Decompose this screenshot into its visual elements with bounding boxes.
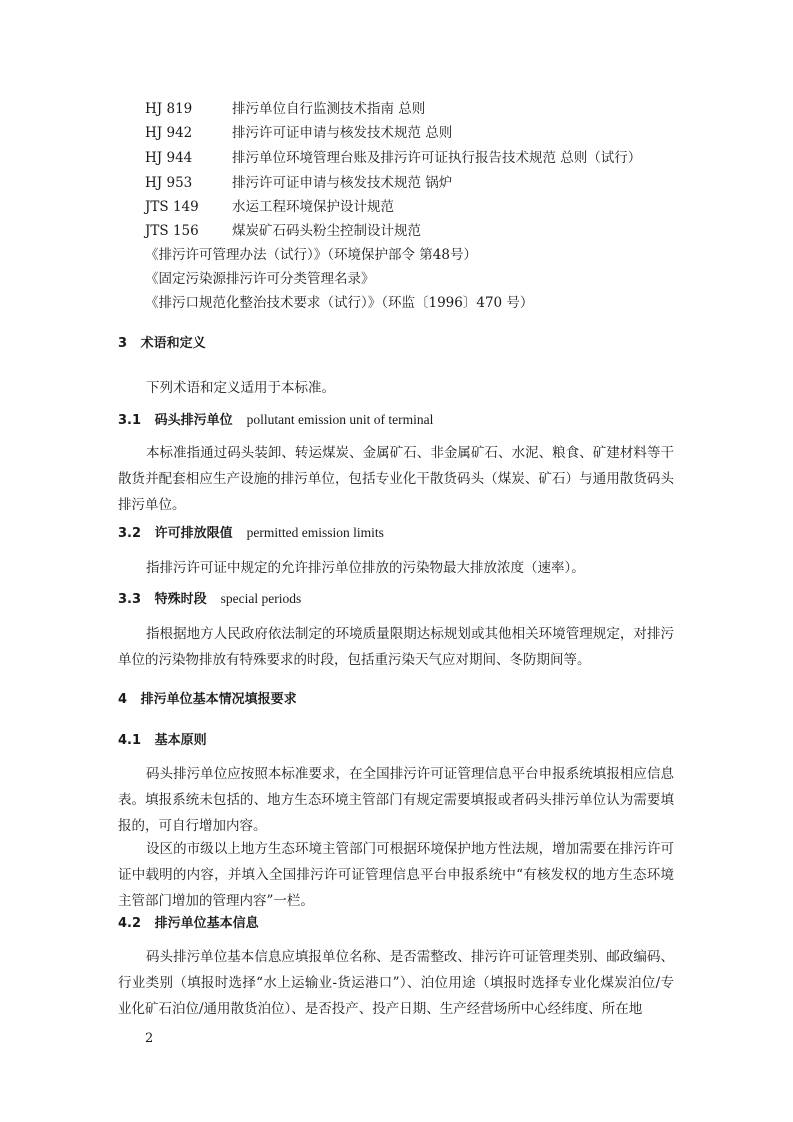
term-number: 3.3	[118, 592, 142, 607]
term-number: 3.1	[118, 413, 142, 428]
term-definition: 指根据地方人民政府依法制定的环境质量限期达标规划或其他相关环境管理规定，对排污单位的污染物排放有特殊要求的时段，包括重污染天气应对期间、冬防期间等。	[118, 626, 674, 668]
term-definition: 本标准指通过码头装卸、转运煤炭、金属矿石、非金属矿石、水泥、粮食、矿建材料等干散货并配套相应生产设施的排污单位，包括专业化干散货码头（煤炭、矿石）与通用散货码头排污单位。	[118, 445, 674, 513]
subsection-title: 基本原则	[154, 733, 207, 748]
subsection-heading	[118, 914, 259, 934]
subsection-number: 4.1	[118, 733, 142, 748]
term-heading	[118, 589, 301, 610]
term-english: permitted emission limits	[246, 525, 384, 540]
term-heading	[118, 523, 384, 544]
reference-code: HJ 953	[145, 175, 193, 191]
term-chinese: 许可排放限值	[154, 526, 233, 541]
term-english: pollutant emission unit of terminal	[246, 412, 434, 427]
section-heading	[118, 690, 297, 710]
subsection-number: 4.2	[118, 916, 142, 931]
section-title: 排污单位基本情况填报要求	[140, 692, 297, 707]
reference-title: 水运工程环境保护设计规范	[232, 199, 394, 215]
reference-document: 《排污许可管理办法（试行）》（环境保护部令 第48号）	[145, 247, 477, 263]
section-number: 3	[118, 336, 128, 351]
reference-code: JTS 156	[145, 223, 199, 239]
reference-title: 排污许可证申请与核发技术规范 锅炉	[232, 175, 453, 191]
term-chinese: 码头排污单位	[154, 413, 233, 428]
page-number: 2	[145, 1031, 154, 1046]
section-number: 4	[118, 692, 128, 707]
reference-code: JTS 149	[145, 199, 199, 215]
paragraph: 码头排污单位基本信息应填报单位名称、是否需整改、排污许可证管理类别、邮政编码、行业类别（填报时选择“水上运输业-货运港口”）、泊位用途（填报时选择专业化煤炭泊位/专业化矿石泊位/通用散货泊位）、是否投产、投产日期、生产经营场所中心经纬度、所在地	[118, 949, 674, 1017]
paragraph: 码头排污单位应按照本标准要求，在全国排污许可证管理信息平台申报系统填报相应信息表。填报系统未包括的、地方生态环境主管部门有规定需要填报或者码头排污单位认为需要填报的，可自行增加内容。	[118, 766, 674, 834]
subsection-title: 排污单位基本信息	[154, 916, 259, 931]
reference-code: HJ 819	[145, 101, 193, 117]
term-definition: 指排污许可证中规定的允许排污单位排放的污染物最大排放浓度（速率）。	[146, 560, 585, 576]
reference-title: 煤炭矿石码头粉尘控制设计规范	[232, 223, 421, 239]
reference-code: HJ 942	[145, 125, 193, 141]
reference-document: 《排污口规范化整治技术要求（试行）》（环监〔1996〕470 号）	[145, 295, 534, 311]
reference-document: 《固定污染源排污许可分类管理名录》	[145, 271, 375, 287]
section-intro: 下列术语和定义适用于本标准。	[146, 380, 335, 396]
term-english: special periods	[220, 591, 302, 606]
term-heading	[118, 410, 433, 431]
subsection-heading	[118, 731, 207, 751]
reference-code: HJ 944	[145, 150, 193, 166]
reference-title: 排污单位自行监测技术指南 总则	[232, 101, 426, 117]
term-number: 3.2	[118, 526, 142, 541]
section-heading	[118, 334, 206, 354]
paragraph: 设区的市级以上地方生态环境主管部门可根据环境保护地方性法规，增加需要在排污许可证中载明的内容，并填入全国排污许可证管理信息平台申报系统中“有核发权的地方生态环境主管部门增加的管理内容”一栏。	[118, 841, 674, 909]
reference-title: 排污单位环境管理台账及排污许可证执行报告技术规范 总则（试行）	[232, 150, 642, 166]
reference-title: 排污许可证申请与核发技术规范 总则	[232, 125, 453, 141]
section-title: 术语和定义	[140, 336, 206, 351]
term-chinese: 特殊时段	[154, 592, 207, 607]
